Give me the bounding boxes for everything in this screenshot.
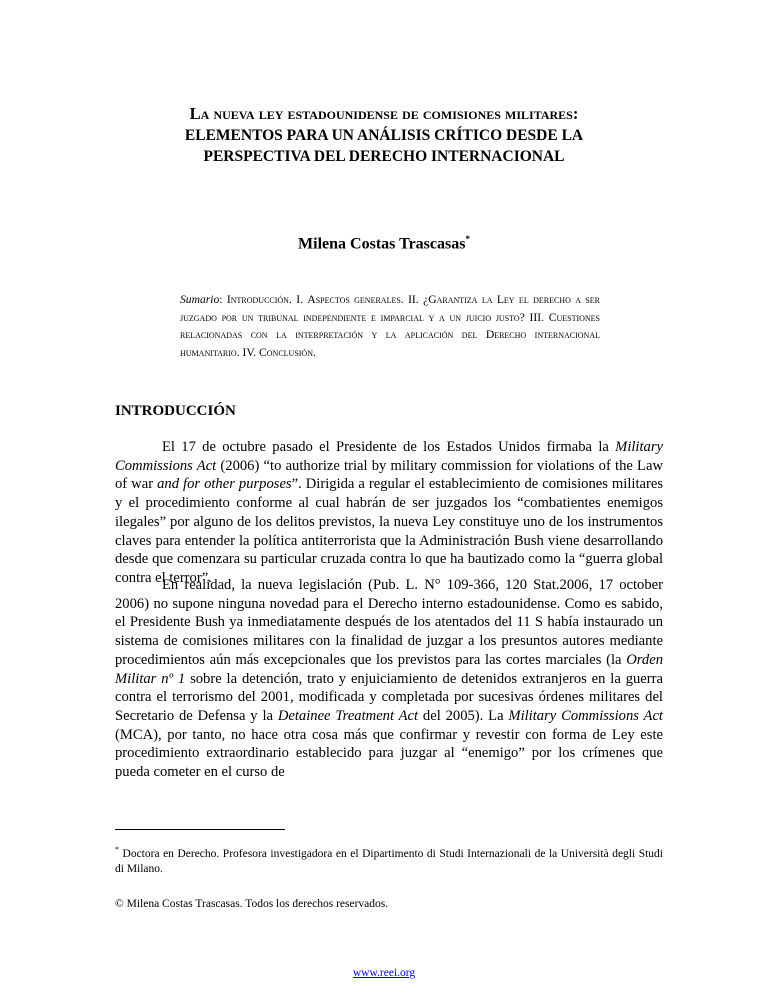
summary-num-3: III.: [524, 310, 549, 324]
p2-text-3: del 2005). La: [418, 707, 509, 724]
title-line-2: ELEMENTOS PARA UN ANÁLISIS CRÍTICO DESDE LA: [184, 127, 584, 144]
summary-label: Sumario: [180, 293, 220, 306]
p1-italic-1: Military Commissions Act: [115, 439, 663, 474]
section-heading: INTRODUCCIÓN: [115, 403, 236, 419]
summary-num-1: I.: [291, 293, 308, 306]
footnote: [115, 842, 663, 877]
website-link[interactable]: www.reei.org: [352, 967, 416, 979]
summary-section-2: ¿Garantiza la Ley el derecho a ser juzgado por un tribunal independiente e imparcial y a un juicio justo?: [180, 293, 600, 324]
p1-text-2: (2006) “to authorize trial by military commission for violations of the Law of war: [115, 457, 663, 493]
paragraph-1: [115, 438, 663, 588]
title-line-1: La nueva ley estadounidense de comisiones militares:: [189, 104, 579, 123]
paragraph-2: [115, 576, 663, 782]
summary-colon: :: [219, 293, 227, 306]
author-footnote-mark: *: [465, 234, 470, 244]
summary: [180, 291, 600, 361]
author: [100, 234, 668, 253]
author-name: Milena Costas Trascasas: [298, 235, 466, 253]
summary-section-4: Conclusión.: [259, 345, 316, 359]
p2-text-1: En realidad, la nueva legislación (Pub. L. N° 109-366, 120 Stat.2006, 17 october 2006) no supone ninguna novedad para el Derecho interno estadounidense. Como es sabido, el Presidente Bush ya inmediatamente después de los atentados del 11 S había instaurado un sistema de comisiones militares con la finalidad de juzgar a los presuntos autores mediante procedimientos aún más excepcionales que los previstos para las cortes marciales (la: [115, 577, 663, 668]
summary-section-intro: Introducción.: [226, 293, 292, 306]
p1-text-3: ”. Dirigida a regular el establecimiento de comisiones militares y el procedimiento conforme al cual habrán de ser juzgados los “combatientes enemigos ilegales” por alguno de los delitos previstos, la nueva Ley constituye uno de los instrumentos claves para entender la política antiterrorista que la Administración Bush viene desarrollando desde que comenzara su particular cruzada contra lo que ha bautizado como la “guerra global contra el terror”.: [115, 476, 663, 586]
summary-num-2: II.: [403, 293, 424, 306]
summary-section-1: Aspectos generales.: [307, 293, 404, 306]
footnote-mark: *: [115, 845, 119, 854]
p2-text-4: (MCA), por tanto, no hace otra cosa más que confirmar y revestir con forma de Ley este procedimiento extraordinario establecido para juzgar al “enemigo” por los crímenes que pueda cometer en el curso de: [115, 726, 663, 781]
copyright-notice: © Milena Costas Trascasas. Todos los derechos reservados.: [115, 898, 389, 910]
p1-italic-2: and for other purposes: [157, 476, 292, 493]
footnote-text: Doctora en Derecho. Profesora investigadora en el Dipartimento di Studi Internazionali de la Università degli Studi di Milano.: [115, 847, 663, 875]
title-line-3: PERSPECTIVA DEL DERECHO INTERNACIONAL: [203, 148, 565, 165]
summary-num-4: IV.: [239, 345, 260, 359]
p1-text-1: El 17 de octubre pasado el Presidente de los Estados Unidos firmaba la: [162, 439, 616, 455]
summary-section-3: Cuestiones relacionadas con la interpretación y la aplicación del Derecho internacional humanitario.: [180, 310, 601, 359]
p2-italic-2: Detainee Treatment Act: [277, 707, 419, 724]
footnote-divider: [115, 829, 285, 830]
p2-italic-3: Military Commissions Act: [508, 707, 663, 724]
p2-italic-1: Orden Militar nº 1: [115, 651, 663, 687]
p2-text-2: sobre la detención, trato y enjuiciamiento de detenidos extranjeros en la guerra contra el terrorismo del 2001, modificada y completada por sucesivas órdenes militares del Secretario de Defensa y la: [115, 670, 663, 724]
